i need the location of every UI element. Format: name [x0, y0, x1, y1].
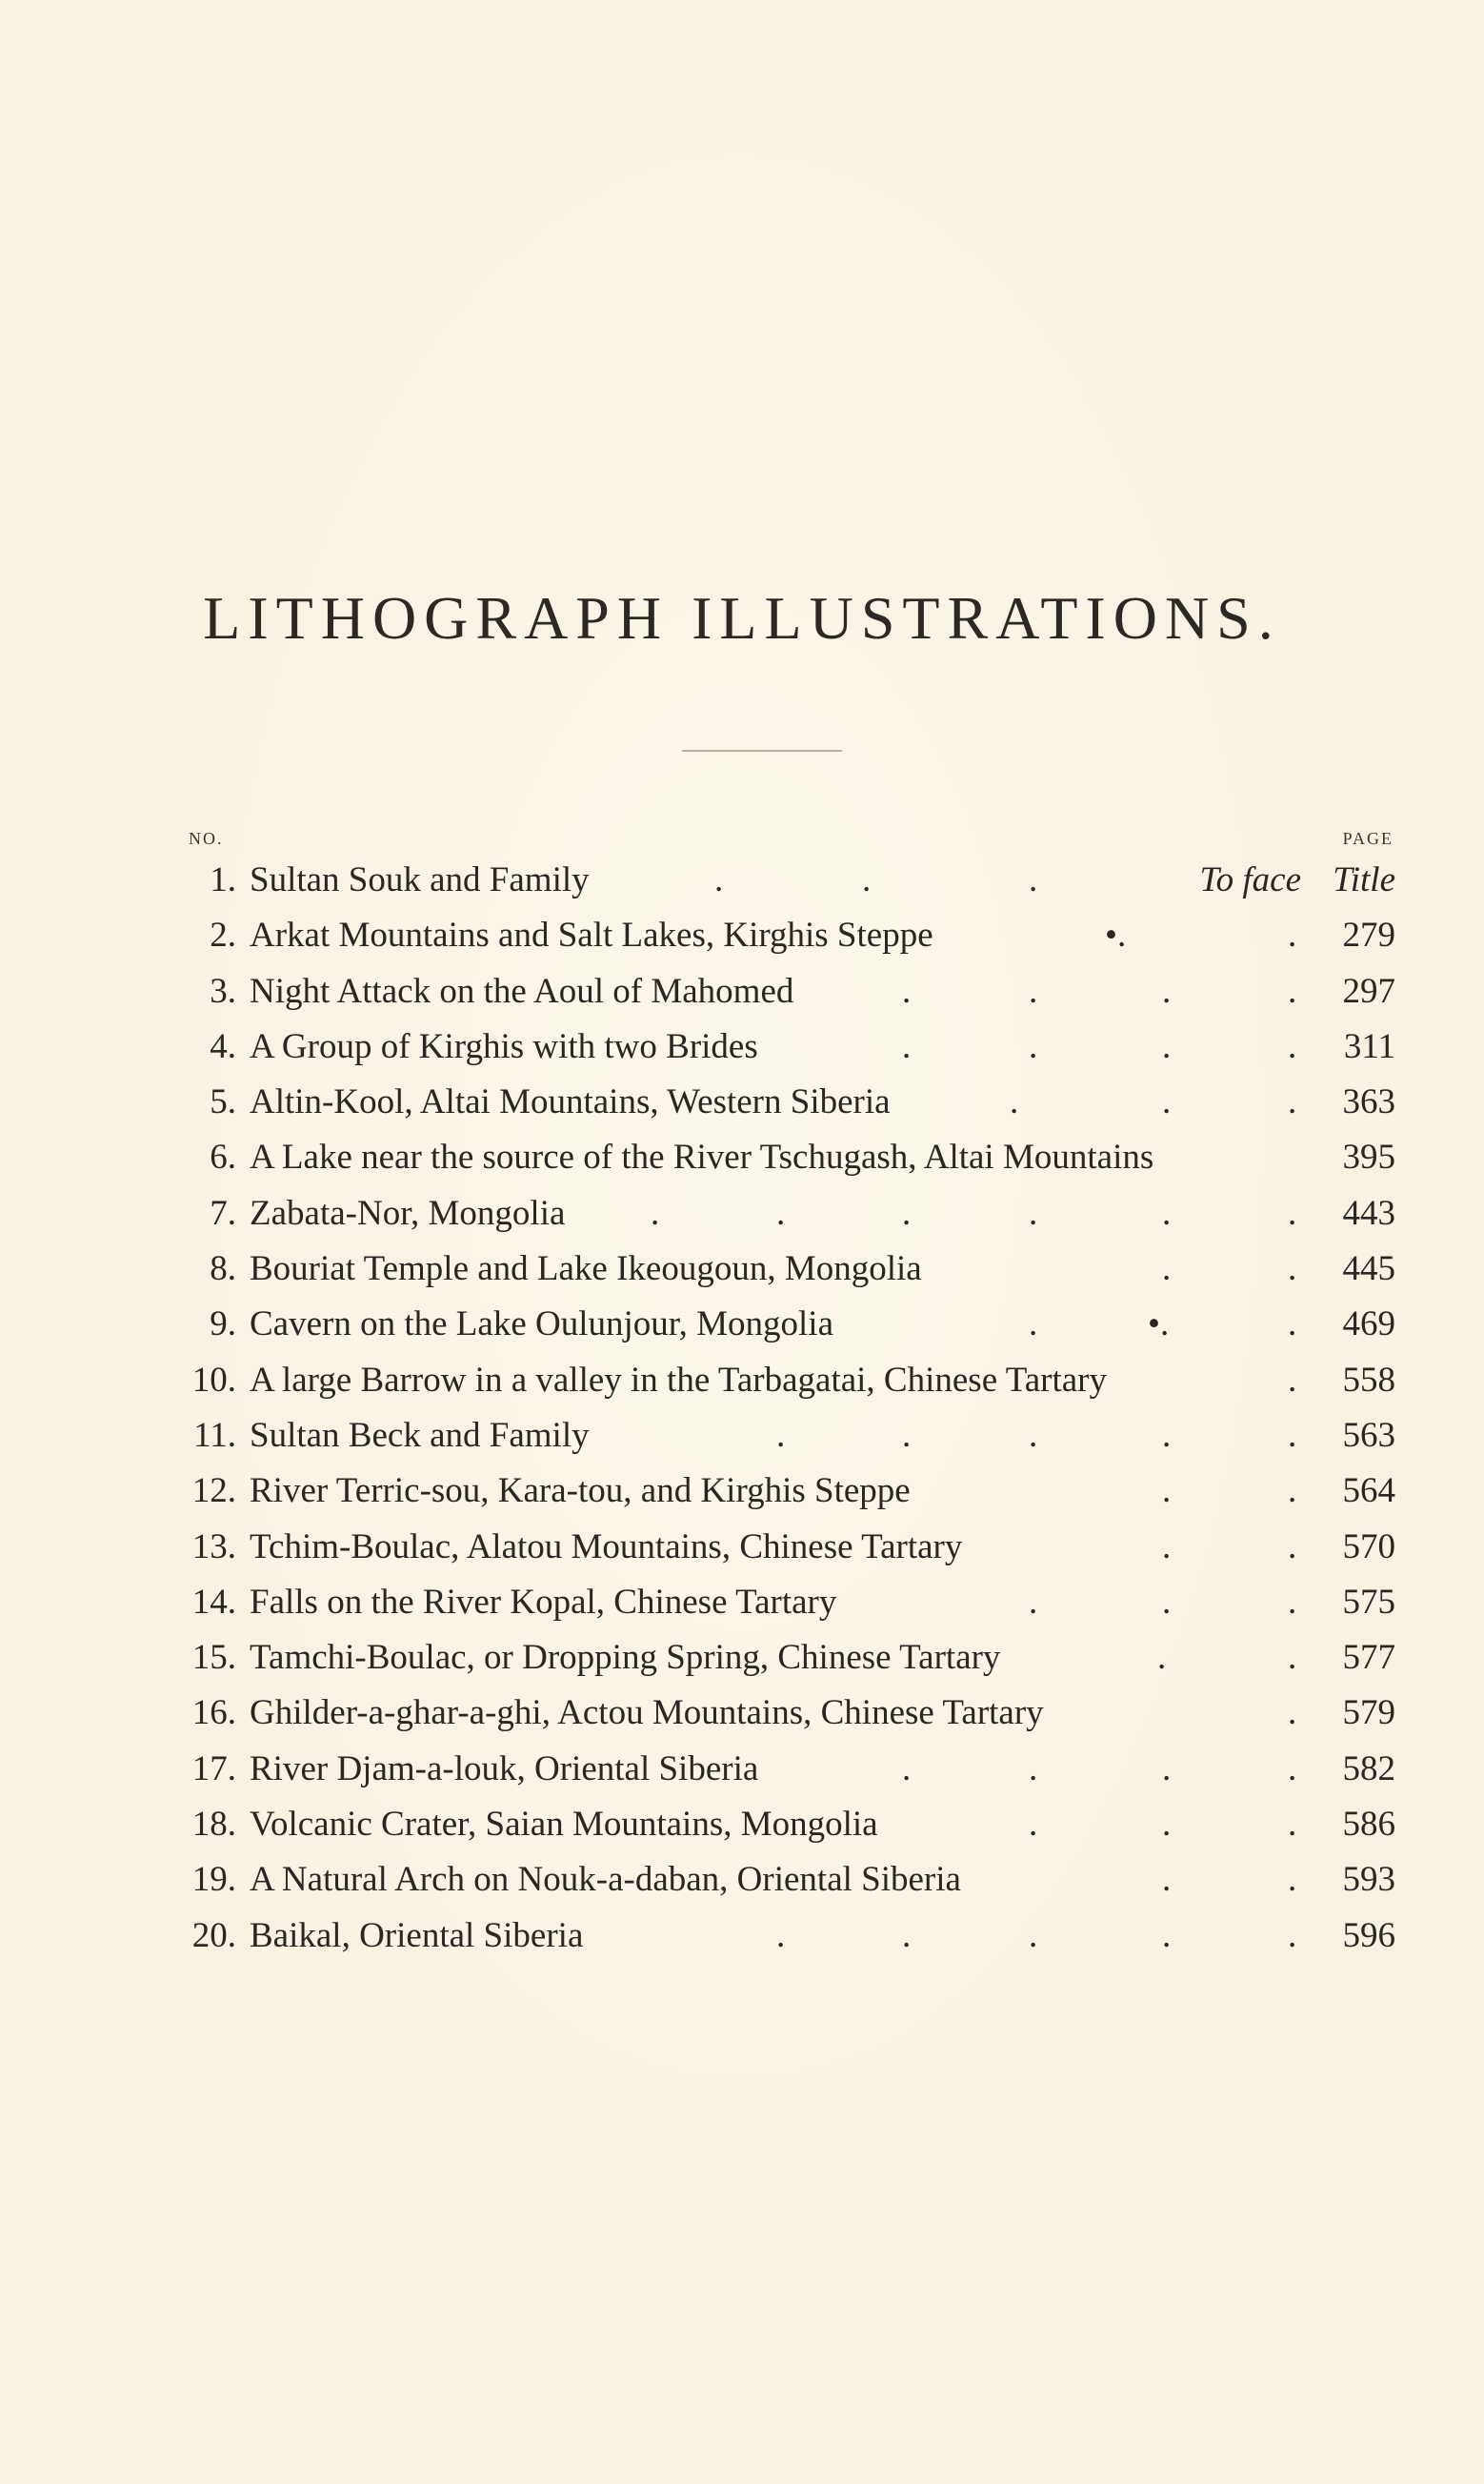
item-title: River Terric-sou, Kara-tou, and Kirghis Steppe	[250, 1471, 911, 1511]
list-item	[0, 964, 1484, 1020]
item-page: 443	[1342, 1193, 1395, 1233]
item-page: 582	[1342, 1748, 1395, 1788]
item-title: A Lake near the source of the River Tschugash, Altai Mountains	[250, 1138, 1154, 1178]
leader-dots: . .	[1162, 1471, 1297, 1511]
leader-dots: . . . . .	[776, 1915, 1297, 1955]
item-title: Zabata-Nor, Mongolia	[250, 1193, 566, 1233]
item-number: 1.	[210, 860, 236, 899]
item-title: Sultan Souk and Family	[250, 860, 590, 899]
list-item	[0, 1630, 1484, 1686]
list-item	[0, 1520, 1484, 1575]
item-number: 19.	[191, 1860, 236, 1900]
leader-dots: •. .	[1105, 916, 1297, 956]
list-item	[0, 1575, 1484, 1630]
item-number: 3.	[210, 971, 236, 1011]
item-number: 15.	[191, 1638, 236, 1678]
item-number: 18.	[191, 1805, 236, 1845]
item-page: Title	[1333, 860, 1395, 899]
item-page: 577	[1342, 1638, 1395, 1678]
item-title: A large Barrow in a valley in the Tarbagatai, Chinese Tartary	[250, 1360, 1107, 1400]
item-title: Cavern on the Lake Oulunjour, Mongolia	[250, 1304, 833, 1344]
list-item	[0, 1797, 1484, 1852]
item-page: 596	[1342, 1915, 1395, 1955]
title-divider	[682, 750, 842, 752]
list-item	[0, 908, 1484, 963]
item-page: 363	[1342, 1082, 1395, 1122]
item-page: 564	[1342, 1471, 1395, 1511]
item-number: 5.	[210, 1082, 236, 1122]
list-item	[0, 1686, 1484, 1741]
list-item	[0, 1353, 1484, 1408]
item-page: 579	[1342, 1693, 1395, 1733]
item-number: 16.	[191, 1693, 236, 1733]
leader-dots: .	[1288, 1360, 1297, 1400]
item-page: 558	[1342, 1360, 1395, 1400]
list-item	[0, 1908, 1484, 1964]
leader-dots: . . .	[1029, 1805, 1297, 1845]
leader-dots: . . .	[1010, 1082, 1297, 1122]
list-item	[0, 1852, 1484, 1908]
list-item	[0, 1742, 1484, 1797]
item-title: Baikal, Oriental Siberia	[250, 1915, 584, 1955]
item-title: Arkat Mountains and Salt Lakes, Kirghis Steppe	[250, 916, 933, 956]
leader-dots: .	[1288, 1693, 1297, 1733]
item-page: 297	[1342, 971, 1395, 1011]
list-item	[0, 1464, 1484, 1519]
item-page: 575	[1342, 1582, 1395, 1622]
item-page: 445	[1342, 1249, 1395, 1289]
list-item	[0, 1020, 1484, 1075]
item-number: 17.	[191, 1748, 236, 1788]
to-face-label: To face	[1199, 860, 1301, 899]
page-title: LITHOGRAPH ILLUSTRATIONS.	[203, 584, 1281, 652]
column-header-page: PAGE	[1342, 829, 1394, 848]
leader-dots: . . . .	[902, 1748, 1297, 1788]
item-title: Night Attack on the Aoul of Mahomed	[250, 971, 794, 1011]
item-title: Bouriat Temple and Lake Ikeougoun, Mongolia	[250, 1249, 922, 1289]
list-item	[0, 1075, 1484, 1130]
item-page: 395	[1342, 1138, 1395, 1178]
leader-dots: . . . . . .	[651, 1193, 1297, 1233]
item-page: 469	[1342, 1304, 1395, 1344]
item-page: 311	[1343, 1026, 1395, 1066]
item-number: 7.	[210, 1193, 236, 1233]
leader-dots: . .	[1162, 1249, 1297, 1289]
item-title: Volcanic Crater, Saian Mountains, Mongolia	[250, 1805, 878, 1845]
column-header-number: NO.	[189, 829, 224, 848]
illustration-list	[0, 853, 1484, 1964]
item-title: Falls on the River Kopal, Chinese Tartary	[250, 1582, 837, 1622]
list-item	[0, 1186, 1484, 1242]
item-number: 2.	[210, 916, 236, 956]
item-title: Tamchi-Boulac, or Dropping Spring, Chinese Tartary	[250, 1638, 1001, 1678]
leader-dots: . .	[1162, 1860, 1297, 1900]
leader-dots: . . . .	[902, 971, 1297, 1011]
item-number: 13.	[191, 1526, 236, 1566]
item-title: Altin-Kool, Altai Mountains, Western Siberia	[250, 1082, 891, 1122]
item-number: 14.	[191, 1582, 236, 1622]
list-item	[0, 1130, 1484, 1185]
item-number: 6.	[210, 1138, 236, 1178]
item-number: 10.	[191, 1360, 236, 1400]
leader-dots: . . . .	[902, 1026, 1297, 1066]
item-number: 12.	[191, 1471, 236, 1511]
item-number: 11.	[193, 1415, 236, 1455]
item-page: 570	[1342, 1526, 1395, 1566]
leader-dots: . .	[1157, 1638, 1297, 1678]
leader-dots: . . . . .	[776, 1415, 1297, 1455]
item-title: Ghilder-a-ghar-a-ghi, Actou Mountains, Chinese Tartary	[250, 1693, 1044, 1733]
item-page: 593	[1342, 1860, 1395, 1900]
item-number: 9.	[210, 1304, 236, 1344]
leader-dots: . . .	[1029, 1582, 1297, 1622]
item-number: 4.	[210, 1026, 236, 1066]
item-title: A Group of Kirghis with two Brides	[250, 1026, 758, 1066]
list-item	[0, 1242, 1484, 1297]
list-item	[0, 1408, 1484, 1464]
item-page: 563	[1342, 1415, 1395, 1455]
item-page: 279	[1342, 916, 1395, 956]
leader-dots: . •. .	[1029, 1304, 1297, 1344]
item-number: 20.	[191, 1915, 236, 1955]
item-title: Sultan Beck and Family	[250, 1415, 590, 1455]
list-item	[0, 1297, 1484, 1352]
item-page: 586	[1342, 1805, 1395, 1845]
item-title: Tchim-Boulac, Alatou Mountains, Chinese Tartary	[250, 1526, 963, 1566]
leader-dots: . . .	[714, 860, 1038, 899]
item-number: 8.	[210, 1249, 236, 1289]
list-item	[0, 853, 1484, 908]
leader-dots: . .	[1162, 1526, 1297, 1566]
item-title: River Djam-a-louk, Oriental Siberia	[250, 1748, 759, 1788]
item-title: A Natural Arch on Nouk-a-daban, Oriental Siberia	[250, 1860, 961, 1900]
